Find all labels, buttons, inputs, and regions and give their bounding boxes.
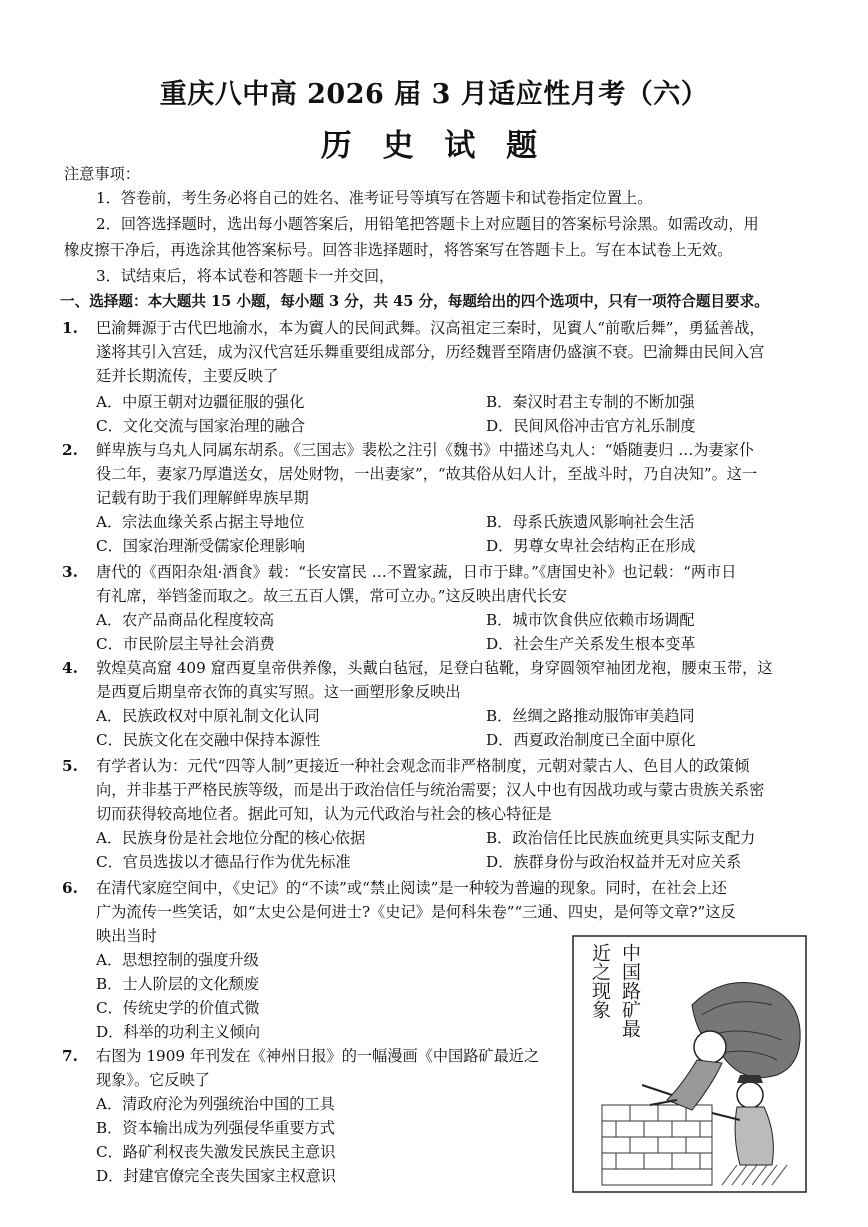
option-c: C．文化交流与国家治理的融合 bbox=[96, 417, 306, 435]
question-text: 敦煌莫高窟 409 窟西夏皇帝供养像，头戴白毡冠，足登白毡靴，身穿圆领窄袖团龙袍，腰束玉带，这 bbox=[96, 659, 773, 677]
notice-item-2-cont: 橡皮擦干净后，再选涂其他答案标号。回答非选择题时，将答案写在答题卡上。写在本试卷上无效。 bbox=[64, 241, 733, 259]
option-a: A．清政府沦为列强统治中国的工具 bbox=[96, 1095, 335, 1113]
question-text: 是西夏后期皇帝衣饰的真实写照。这一画塑形象反映出 bbox=[96, 683, 461, 701]
question-text: 映出当时 bbox=[96, 927, 157, 945]
question-text: 在清代家庭空间中，《史记》的“不读”或“禁止阅读”是一种较为普遍的现象。同时，在社会上还 bbox=[96, 879, 727, 897]
question-text: 巴渝舞源于古代巴地渝水，本为賨人的民间武舞。汉高祖定三秦时，见賨人“前歌后舞”，勇猛善战， bbox=[96, 319, 765, 337]
option-b: B．资本输出成为列强侵华重要方式 bbox=[96, 1119, 335, 1137]
option-b: B．城市饮食供应依赖市场调配 bbox=[486, 611, 695, 629]
question-number: 7. bbox=[62, 1047, 78, 1065]
question-text: 现象》。它反映了 bbox=[96, 1071, 210, 1089]
question-text: 唐代的《酉阳杂俎·酒食》载：“长安富民 …不置家蔬，日市于肆。”《唐国史补》也记载：“两市日 bbox=[96, 563, 737, 581]
cartoon-caption-col1: 中国路矿最 bbox=[619, 943, 641, 1038]
question-text: 切而获得较高地位者。据此可知，认为元代政治与社会的核心特征是 bbox=[96, 805, 552, 823]
option-b: B．母系氏族遗风影响社会生活 bbox=[486, 513, 695, 531]
question-text: 役二年，妻家乃厚遣送女，居处财物，一出妻家”，“故其俗从妇人计，至战斗时，乃自决知”。这一 bbox=[96, 465, 758, 483]
option-b: B．士人阶层的文化颓废 bbox=[96, 975, 260, 993]
option-c: C．路矿利权丧失激发民族民主意识 bbox=[96, 1143, 336, 1161]
question-text: 有学者认为：元代“四等人制”更接近一种社会观念而非严格制度，元朝对蒙古人、色目人的政策倾 bbox=[96, 757, 750, 775]
question-text: 有礼席，举铛釜而取之。故三五百人馔，常可立办。”这反映出唐代长安 bbox=[96, 587, 567, 605]
exam-title: 重庆八中高 2026 届 3 月适应性月考（六） bbox=[159, 79, 709, 110]
option-a: A．农产品商品化程度较高 bbox=[96, 611, 275, 629]
option-c: C．国家治理渐受儒家伦理影响 bbox=[96, 537, 306, 555]
question-number: 1. bbox=[62, 319, 78, 337]
option-d: D．西夏政治制度已全面中原化 bbox=[486, 731, 696, 749]
section-heading: 一、选择题：本大题共 15 小题，每小题 3 分，共 45 分，每题给出的四个选项中，只有一项符合题目要求。 bbox=[60, 293, 769, 310]
notice-item-2: 2．回答选择题时，选出每小题答案后，用铅笔把答题卡上对应题目的答案标号涂黑。如需改动，用 bbox=[96, 215, 759, 233]
option-b: B．政治信任比民族血统更具实际支配力 bbox=[486, 829, 756, 847]
cartoon-caption-col2: 近之现象 bbox=[589, 943, 611, 1019]
option-d: D．族群身份与政治权益并无对应关系 bbox=[486, 853, 742, 871]
question-text: 右图为 1909 年刊发在《神州日报》的一幅漫画《中国路矿最近之 bbox=[96, 1047, 540, 1065]
option-b: B．丝绸之路推动服饰审美趋同 bbox=[486, 707, 695, 725]
option-d: D．男尊女卑社会结构正在形成 bbox=[486, 537, 696, 555]
question-number: 6. bbox=[62, 879, 78, 897]
option-a: A．中原王朝对边疆征服的强化 bbox=[96, 393, 305, 411]
option-c: C．传统史学的价值式微 bbox=[96, 999, 260, 1017]
option-d: D．封建官僚完全丧失国家主权意识 bbox=[96, 1167, 336, 1185]
notice-heading: 注意事项： bbox=[64, 165, 140, 183]
subject-title: 历 史 试 题 bbox=[320, 128, 548, 164]
option-d: D．科举的功利主义倾向 bbox=[96, 1023, 261, 1041]
option-a: A．思想控制的强度升级 bbox=[96, 951, 259, 969]
question-text: 广为流传一些笑话，如“太史公是何进士?《史记》是何科朱卷”“三通、四史，是何等文章?”这反 bbox=[96, 903, 736, 921]
question-number: 5. bbox=[62, 757, 78, 775]
notice-item-1: 1．答卷前，考生务必将自己的姓名、准考证号等填写在答题卡和试卷指定位置上。 bbox=[96, 189, 653, 207]
notice-item-3: 3．试结束后，将本试卷和答题卡一并交回， bbox=[96, 267, 395, 285]
option-c: C．民族文化在交融中保持本源性 bbox=[96, 731, 321, 749]
option-c: C．市民阶层主导社会消费 bbox=[96, 635, 275, 653]
question-number: 4. bbox=[62, 659, 78, 677]
option-c: C．官员选拔以才德品行作为优先标准 bbox=[96, 853, 351, 871]
question-text: 遂将其引入宫廷，成为汉代宫廷乐舞重要组成部分，历经魏晋至隋唐仍盛演不衰。巴渝舞由民间入宫 bbox=[96, 343, 765, 361]
option-d: D．民间风俗冲击官方礼乐制度 bbox=[486, 417, 696, 435]
question-text: 向，并非基于严格民族等级，而是出于政治信任与统治需要；汉人中也有因战功或与蒙古贵族关系密 bbox=[96, 781, 765, 799]
cartoon-illustration bbox=[572, 935, 807, 1193]
question-text: 廷并长期流传，主要反映了 bbox=[96, 367, 279, 385]
option-b: B．秦汉时君主专制的不断加强 bbox=[486, 393, 695, 411]
question-number: 3. bbox=[62, 563, 78, 581]
question-text: 记载有助于我们理解鲜卑族早期 bbox=[96, 489, 309, 507]
option-a: A．宗法血缘关系占据主导地位 bbox=[96, 513, 305, 531]
question-number: 2. bbox=[62, 441, 78, 459]
option-a: A．民族身份是社会地位分配的核心依据 bbox=[96, 829, 366, 847]
option-a: A．民族政权对中原礼制文化认同 bbox=[96, 707, 320, 725]
question-text: 鲜卑族与乌丸人同属东胡系。《三国志》裴松之注引《魏书》中描述乌丸人：“婚随妻归 …为妻家仆 bbox=[96, 441, 755, 459]
option-d: D．社会生产关系发生根本变革 bbox=[486, 635, 696, 653]
